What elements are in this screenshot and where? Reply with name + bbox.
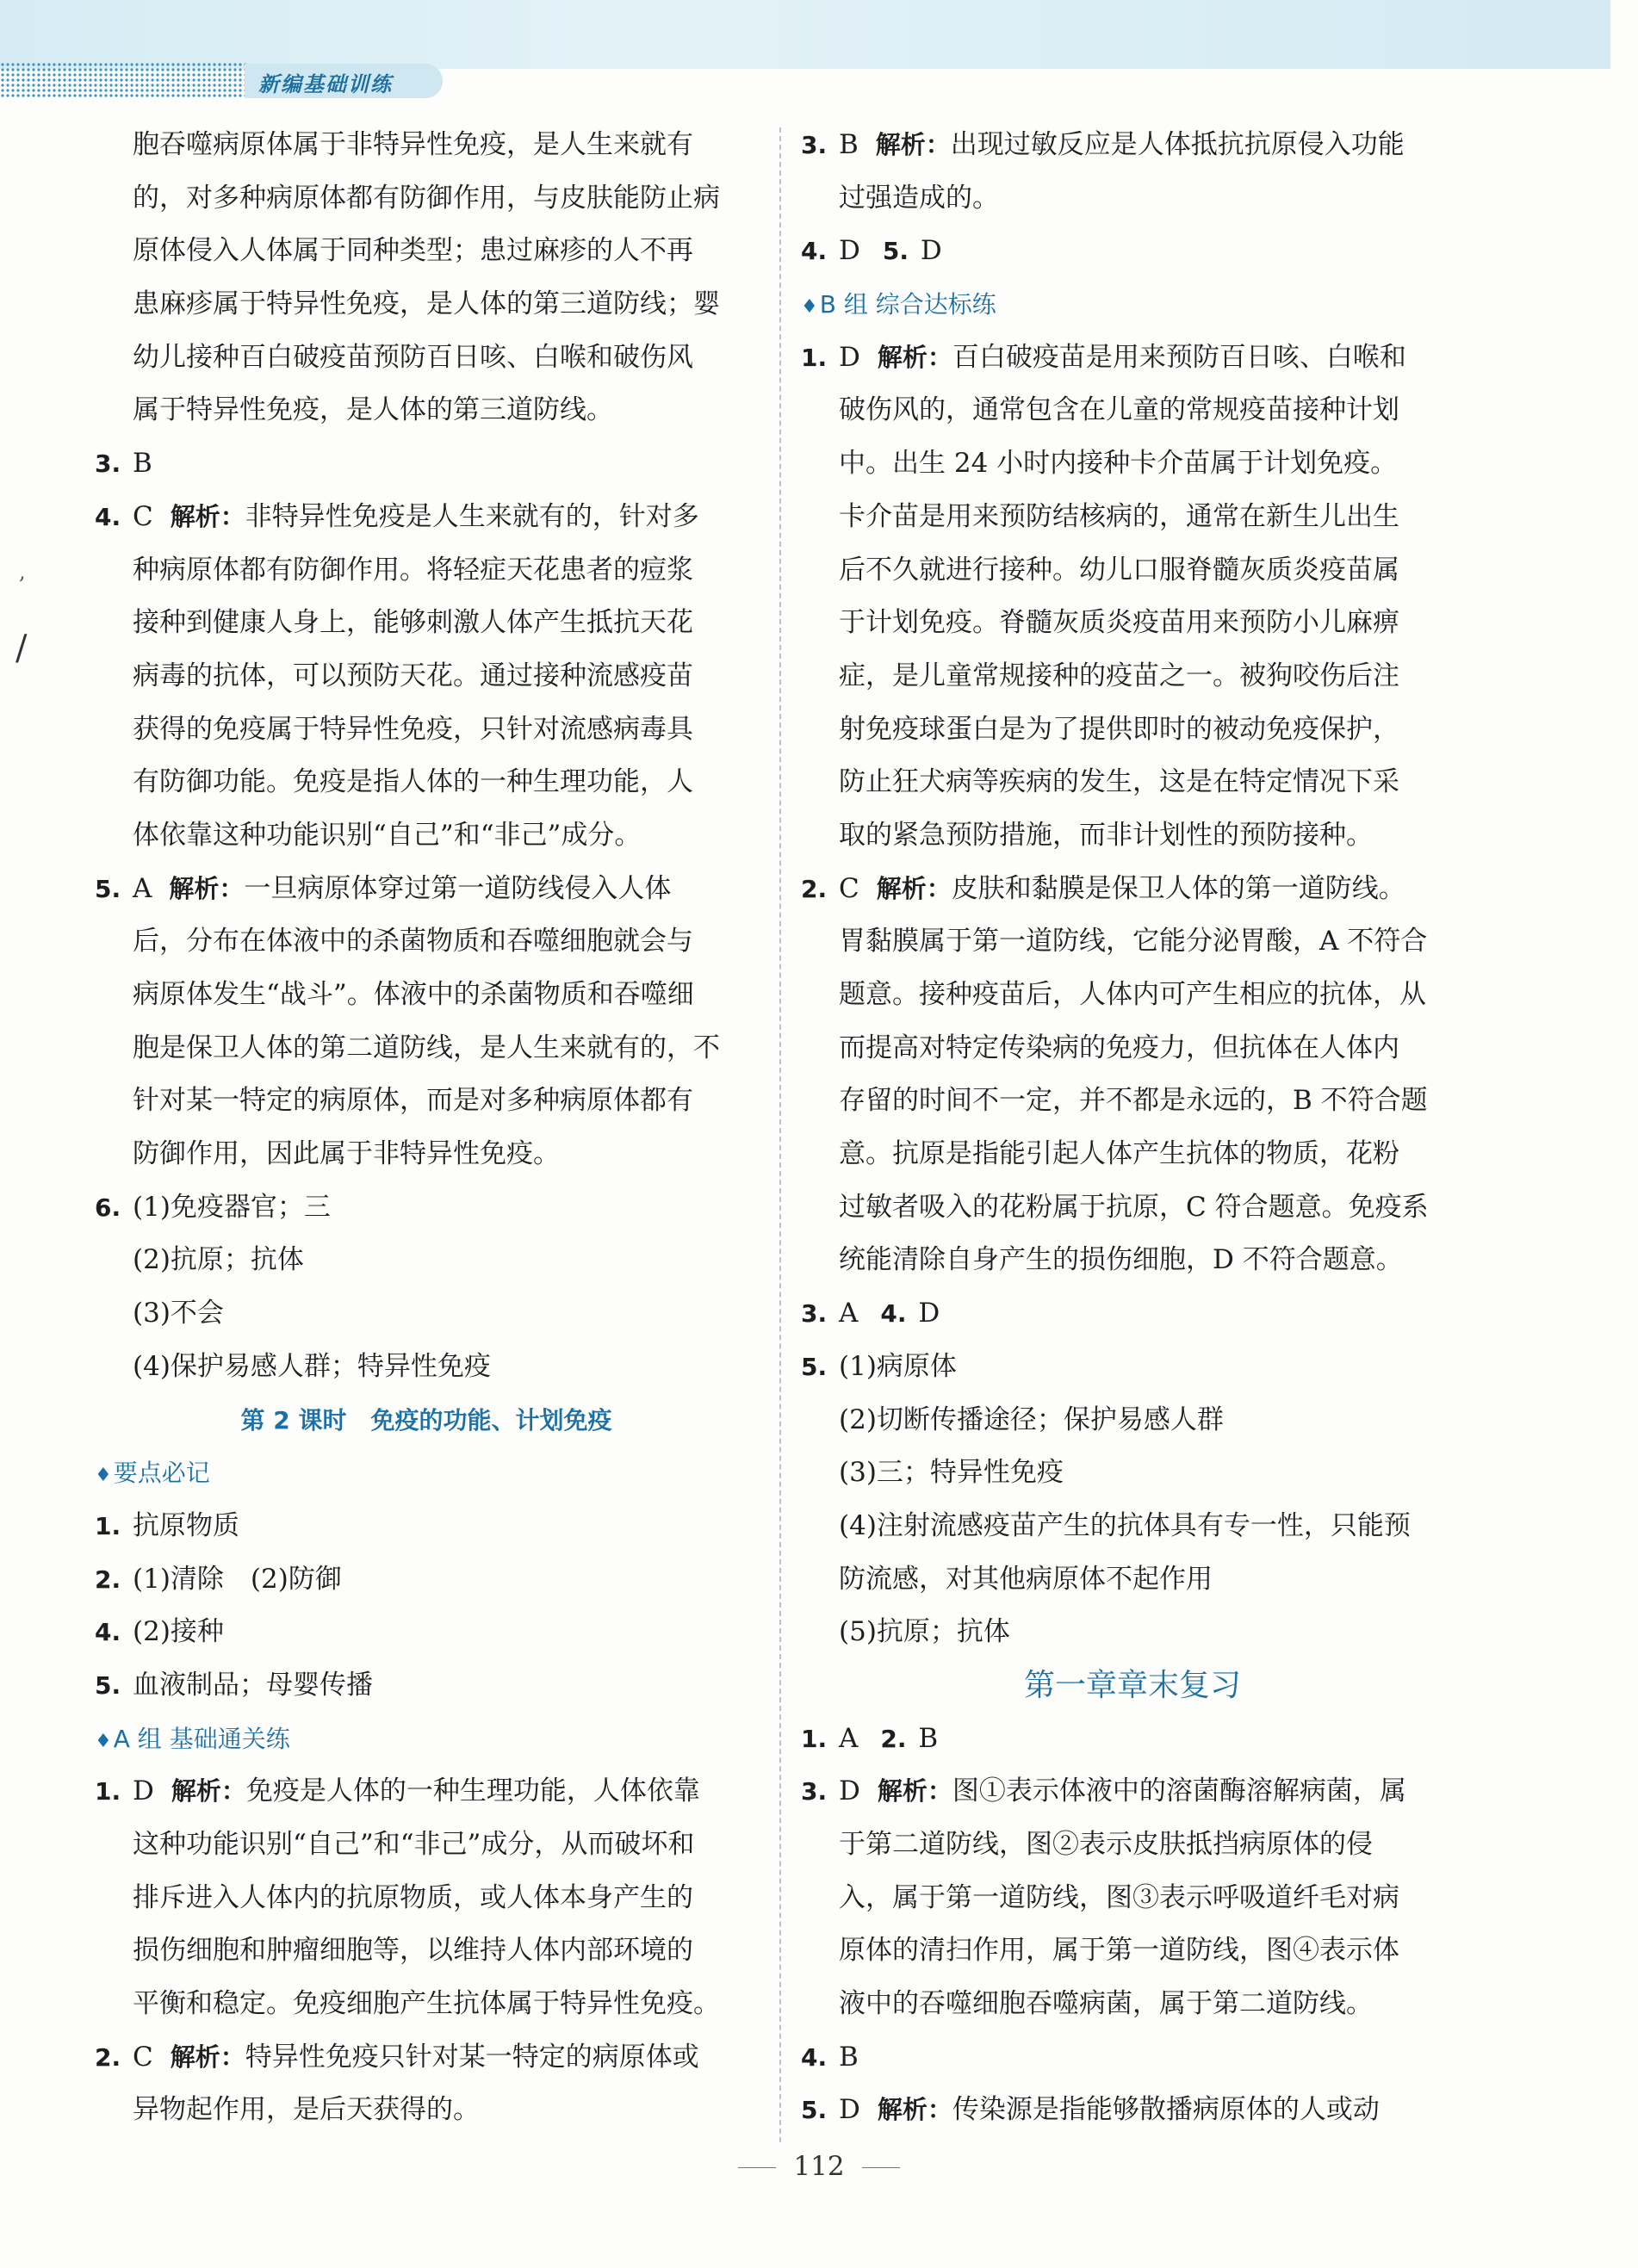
answer-item xyxy=(801,332,1464,385)
right-column xyxy=(801,119,1464,2137)
item-number: 3. xyxy=(95,449,121,479)
text-line: 题意。接种疫苗后，人体内可产生相应的抗体，从 xyxy=(839,979,1426,1010)
text-line: 损伤细胞和肿瘤细胞等，以维持人体内部环境的 xyxy=(133,1935,693,1967)
text-line: 卡介苗是用来预防结核病的，通常在新生儿出生 xyxy=(839,500,1399,532)
diamond-icon: ♦ xyxy=(95,1465,112,1487)
answer-choice: B xyxy=(839,129,859,160)
item-number: 4. xyxy=(880,1299,907,1329)
text-line: (2)切断传播途径；保护易感人群 xyxy=(839,1404,1224,1435)
left-column xyxy=(95,119,758,2137)
text-line: 病毒的抗体，可以预防天花。通过接种流感疫苗 xyxy=(133,660,693,691)
text-line: 统能清除自身产生的损伤细胞，D 不符合题意。 xyxy=(839,1244,1403,1276)
text-line: 后，分布在体液中的杀菌物质和吞噬细胞就会与 xyxy=(133,926,693,957)
item-number: 3. xyxy=(801,1299,828,1329)
item-number: 5. xyxy=(801,2096,828,2125)
stray-mark: / xyxy=(16,629,28,668)
text-line: 原体的清扫作用，属于第一道防线，图④表示体 xyxy=(839,1935,1399,1967)
answer-text: A xyxy=(839,1722,859,1754)
analysis-label: 解析： xyxy=(877,2095,952,2125)
footer-dash xyxy=(862,2167,900,2168)
analysis-text: 图①表示体液中的溶菌酶溶解病菌，属 xyxy=(952,1775,1406,1807)
analysis-label: 解析： xyxy=(876,873,952,903)
text-line: 平衡和稳定。免疫细胞产生抗体属于特异性免疫。 xyxy=(133,1988,720,2020)
text-line: 获得的免疫属于特异性免疫，只针对流感病毒具 xyxy=(133,713,693,745)
text-line: 而提高对特定传染病的免疫力，但抗体在人体内 xyxy=(839,1032,1399,1063)
text-line: 存留的时间不一定，并不都是永远的，B 不符合题 xyxy=(839,1085,1428,1117)
answer-item xyxy=(801,863,1464,916)
section-heading xyxy=(95,1713,758,1766)
footer-dash xyxy=(738,2167,776,2168)
text-line: (2)抗原；抗体 xyxy=(133,1244,304,1276)
text-line: 防御作用，因此属于非特异性免疫。 xyxy=(133,1138,560,1170)
item-number: 4. xyxy=(801,2042,828,2072)
answer-choice: C xyxy=(133,500,153,532)
analysis-text: 特异性免疫只针对某一特定的病原体或 xyxy=(245,2041,699,2073)
text-line: (5)抗原；抗体 xyxy=(839,1616,1010,1648)
analysis-label: 解析： xyxy=(170,501,245,531)
text-line: 异物起作用，是后天获得的。 xyxy=(133,2094,480,2126)
text-line: 有防御功能。免疫是指人体的一种生理功能，人 xyxy=(133,766,693,798)
text-line: 的，对多种病原体都有防御作用，与皮肤能防止病 xyxy=(133,182,720,214)
answer-text: 血液制品；母婴传播 xyxy=(133,1669,373,1701)
text-line: 防流感，对其他病原体不起作用 xyxy=(839,1563,1213,1595)
answer-item xyxy=(801,225,1464,278)
text-line: (3)三；特异性免疫 xyxy=(839,1457,1064,1489)
analysis-text: 皮肤和黏膜是保卫人体的第一道防线。 xyxy=(951,872,1405,904)
item-number: 2. xyxy=(801,874,828,903)
answer-text: (2)接种 xyxy=(133,1616,224,1648)
text-line: 意。抗原是指能引起人体产生抗体的物质，花粉 xyxy=(839,1138,1399,1170)
lesson-title: 第 2 课时 免疫的功能、计划免疫 xyxy=(240,1405,612,1435)
header-title: 新编基础训练 xyxy=(258,72,393,96)
answer-text: (1)病原体 xyxy=(839,1350,957,1382)
item-number: 6. xyxy=(95,1193,121,1222)
header-band xyxy=(0,0,1610,69)
text-line: 破伤风的，通常包含在儿童的常规疫苗接种计划 xyxy=(839,394,1399,426)
answer-item xyxy=(95,1659,758,1713)
analysis-label: 解析： xyxy=(170,2042,245,2072)
answer-item xyxy=(95,437,758,491)
item-number: 2. xyxy=(95,1565,121,1594)
answer-choice: D xyxy=(839,341,860,373)
diamond-icon: ♦ xyxy=(801,296,818,319)
text-line: 防止狂犬病等疾病的发生，这是在特定情况下采 xyxy=(839,766,1399,798)
item-number: 3. xyxy=(801,131,828,159)
answer-item xyxy=(801,2084,1464,2137)
item-number: 5. xyxy=(95,1670,121,1700)
analysis-text: 一旦病原体穿过第一道防线侵入人体 xyxy=(244,872,672,904)
text-line: (4)保护易感人群；特异性免疫 xyxy=(133,1350,491,1382)
text-line: 原体侵入人体属于同种类型；患过麻疹的人不再 xyxy=(133,235,693,267)
item-number: 5. xyxy=(95,874,121,903)
section-heading-label: A 组 基础通关练 xyxy=(113,1724,290,1753)
analysis-label: 解析： xyxy=(877,342,952,372)
analysis-text: 百白破疫苗是用来预防百日咳、白喉和 xyxy=(952,341,1406,373)
analysis-label: 解析： xyxy=(169,873,245,903)
text-line: 胞吞噬病原体属于非特异性免疫，是人生来就有 xyxy=(133,129,693,160)
chapter-review-title: 第一章章末复习 xyxy=(1023,1667,1241,1703)
analysis-text: 非特异性免疫是人生来就有的，针对多 xyxy=(245,500,699,532)
answer-text: A xyxy=(839,1298,859,1329)
answer-text: D xyxy=(920,235,942,267)
answer-item xyxy=(95,1765,758,1819)
text-line: 患麻疹属于特异性免疫，是人体的第三道防线；婴 xyxy=(133,288,720,320)
answer-choice: C xyxy=(133,2041,153,2073)
text-line: 于计划免疫。脊髓灰质炎疫苗用来预防小儿麻痹 xyxy=(839,607,1399,639)
text-line: 后不久就进行接种。幼儿口服脊髓灰质炎疫苗属 xyxy=(839,554,1399,586)
answer-item xyxy=(95,1181,758,1235)
item-number: 2. xyxy=(95,2042,121,2072)
answer-text: B xyxy=(839,2041,859,2073)
answer-item xyxy=(95,1500,758,1553)
page-footer xyxy=(0,2151,1638,2182)
answer-text: B xyxy=(918,1722,939,1754)
answer-text: (1)免疫器官；三 xyxy=(133,1191,331,1223)
analysis-label: 解析： xyxy=(877,1776,952,1806)
item-number: 4. xyxy=(801,237,828,266)
analysis-text: 出现过敏反应是人体抵抗抗原侵入功能 xyxy=(950,129,1405,160)
answer-item xyxy=(801,1713,1464,1766)
text-line: 排斥进入人体内的抗原物质，或人体本身产生的 xyxy=(133,1881,693,1913)
answer-item xyxy=(95,491,758,544)
answer-item xyxy=(801,1341,1464,1394)
item-number: 5. xyxy=(882,237,909,266)
answer-text: (1)清除 (2)防御 xyxy=(133,1563,342,1595)
text-line: 中。出生 24 小时内接种卡介苗属于计划免疫。 xyxy=(839,448,1398,480)
item-number: 1. xyxy=(801,343,828,372)
analysis-label: 解析： xyxy=(875,130,951,159)
section-heading xyxy=(801,278,1464,332)
section-heading xyxy=(95,1447,758,1500)
text-line: 射免疫球蛋白是为了提供即时的被动免疫保护， xyxy=(839,713,1399,745)
answer-item xyxy=(801,119,1464,172)
text-line: 体依靠这种功能识别“自己”和“非己”成分。 xyxy=(133,819,642,851)
section-heading-label: B 组 综合达标练 xyxy=(819,290,996,319)
item-number: 5. xyxy=(801,1352,828,1381)
item-number: 4. xyxy=(95,502,121,531)
text-line: 于第二道防线，图②表示皮肤抵挡病原体的侵 xyxy=(839,1829,1373,1860)
answer-item xyxy=(95,863,758,916)
answer-text: D xyxy=(918,1298,940,1329)
text-line: 种病原体都有防御作用。将轻症天花患者的痘浆 xyxy=(133,554,693,586)
answer-choice: D xyxy=(839,1775,860,1807)
answer-choice: A xyxy=(133,872,152,904)
text-line: 病原体发生“战斗”。体液中的杀菌物质和吞噬细 xyxy=(133,979,694,1010)
text-line: 入，属于第一道防线，图③表示呼吸道纤毛对病 xyxy=(839,1881,1399,1913)
text-line: 针对某一特定的病原体，而是对多种病原体都有 xyxy=(133,1085,693,1117)
answer-item xyxy=(801,2031,1464,2085)
item-number: 1. xyxy=(95,1511,121,1540)
diamond-icon: ♦ xyxy=(95,1730,112,1752)
analysis-label: 解析： xyxy=(171,1776,246,1806)
text-line: (3)不会 xyxy=(133,1298,224,1329)
answer-item xyxy=(95,2031,758,2085)
item-number: 3. xyxy=(801,1777,828,1806)
text-line: 过强造成的。 xyxy=(839,182,999,214)
answer-choice: C xyxy=(839,872,859,904)
text-line: 幼儿接种百白破疫苗预防百日咳、白喉和破伤风 xyxy=(133,341,693,373)
stray-mark: , xyxy=(19,560,26,584)
answer-choice: D xyxy=(839,2094,860,2126)
answer-text: D xyxy=(839,235,860,267)
answer-text: 抗原物质 xyxy=(133,1509,239,1541)
answer-item xyxy=(801,1287,1464,1341)
answer-item xyxy=(95,1606,758,1659)
page-number: 112 xyxy=(793,2151,845,2182)
item-number: 1. xyxy=(801,1724,828,1753)
text-line: 胞是保卫人体的第二道防线，是人生来就有的，不 xyxy=(133,1032,720,1063)
answer-text: B xyxy=(133,448,152,480)
text-line: (4)注射流感疫苗产生的抗体具有专一性，只能预 xyxy=(839,1509,1411,1541)
answer-item xyxy=(801,1765,1464,1819)
section-heading-label: 要点必记 xyxy=(113,1459,210,1488)
text-line: 液中的吞噬细胞吞噬病菌，属于第二道防线。 xyxy=(839,1988,1373,2020)
analysis-text: 传染源是指能够散播病原体的人或动 xyxy=(952,2094,1380,2126)
text-line: 这种功能识别“自己”和“非己”成分，从而破坏和 xyxy=(133,1829,695,1860)
analysis-text: 免疫是人体的一种生理功能，人体依靠 xyxy=(245,1775,700,1807)
column-divider xyxy=(779,127,781,2142)
text-line: 症，是儿童常规接种的疫苗之一。被狗咬伤后注 xyxy=(839,660,1399,691)
header-dot-pattern xyxy=(0,62,250,98)
item-number: 4. xyxy=(95,1618,121,1647)
text-line: 接种到健康人身上，能够刺激人体产生抵抗天花 xyxy=(133,607,693,639)
answer-choice: D xyxy=(133,1775,154,1807)
answer-item xyxy=(95,1553,758,1607)
text-line: 胃黏膜属于第一道防线，它能分泌胃酸，A 不符合 xyxy=(839,926,1428,957)
item-number: 1. xyxy=(95,1777,121,1806)
text-line: 取的紧急预防措施，而非计划性的预防接种。 xyxy=(839,819,1373,851)
text-line: 过敏者吸入的花粉属于抗原，C 符合题意。免疫系 xyxy=(839,1191,1429,1223)
text-line: 属于特异性免疫，是人体的第三道防线。 xyxy=(133,394,613,426)
item-number: 2. xyxy=(880,1724,907,1753)
